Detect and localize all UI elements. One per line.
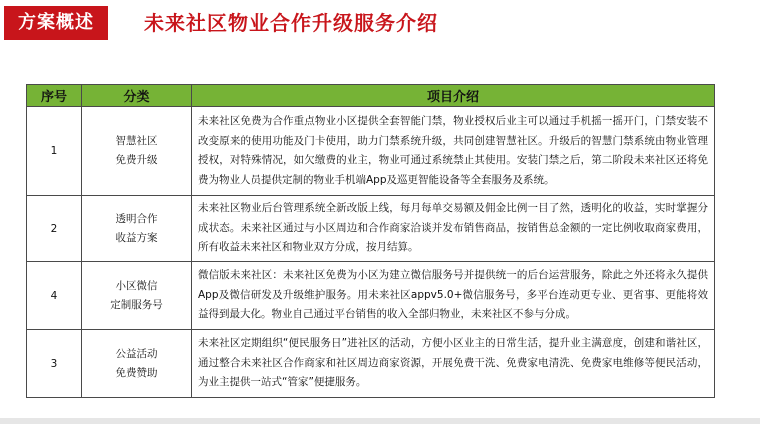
row-number: 4 (27, 262, 82, 330)
row-category (82, 330, 192, 398)
column-header-category: 分类 (82, 85, 192, 107)
row-number: 1 (27, 107, 82, 196)
footer-strip (0, 418, 760, 424)
row-category (82, 262, 192, 330)
page-title: 未来社区物业合作升级服务介绍 (144, 11, 438, 35)
category-line: 公益活动 (115, 347, 158, 360)
category-line: 免费升级 (115, 154, 158, 166)
category-line: 免费赞助 (115, 366, 158, 379)
category-line: 收益方案 (115, 231, 158, 244)
service-table-container (26, 84, 714, 398)
category-line: 定制服务号 (110, 298, 163, 311)
service-table (26, 84, 715, 398)
section-tag: 方案概述 (4, 6, 108, 40)
column-header-description: 项目介绍 (192, 85, 715, 107)
table-header-row (27, 85, 715, 107)
table-row (27, 107, 715, 196)
category-line: 智慧社区 (115, 135, 158, 147)
row-description: 微信版未来社区：未来社区免费为小区为建立微信服务号并提供统一的后台运营服务，除此之外还将永久提供App及微信研发及升级维护服务。用未来社区appv5.0+微信服务号，多平台连动更专业、更省事、更能将效益得到最大化。物业自己通过平台销售的收入全部归物业，未来社区不参与分成。 (192, 262, 715, 330)
row-category (82, 107, 192, 196)
row-description: 未来社区定期组织“便民服务日”进社区的活动，方便小区业主的日常生活，提升业主满意度，创建和谐社区，通过整合未来社区合作商家和社区周边商家资源，开展免费干洗、免费家电清洗、免费家电维修等便民活动，为业主提供一站式“管家”便捷服务。 (192, 330, 715, 398)
row-description: 未来社区免费为合作重点物业小区提供全套智能门禁，物业授权后业主可以通过手机摇一摇开门，门禁安装不改变原来的使用功能及门卡使用，助力门禁系统升级，共同创建智慧社区。升级后的智慧门禁系统由物业管理授权，对特殊情况，如欠缴费的业主，物业可通过系统禁止其使用。安装门禁之后，第二阶段未来社区还将免费为物业人员提供定制的物业手机端App及巡更智能设备等全套服务及系统。 (192, 107, 715, 196)
row-category (82, 196, 192, 262)
category-line: 小区微信 (115, 279, 158, 292)
category-line: 透明合作 (115, 212, 158, 225)
table-row (27, 262, 715, 330)
column-header-number: 序号 (27, 85, 82, 107)
row-number: 3 (27, 330, 82, 398)
row-description: 未来社区物业后台管理系统全新改版上线，每月每单交易额及佣金比例一目了然，透明化的收益，实时掌握分成状态。未来社区通过与小区周边和合作商家洽谈并发布销售商品，按销售总金额的一定比例收取商家费用，所有收益未来社区和物业双方分成，按月结算。 (192, 196, 715, 262)
table-row (27, 330, 715, 398)
table-row (27, 196, 715, 262)
row-number: 2 (27, 196, 82, 262)
